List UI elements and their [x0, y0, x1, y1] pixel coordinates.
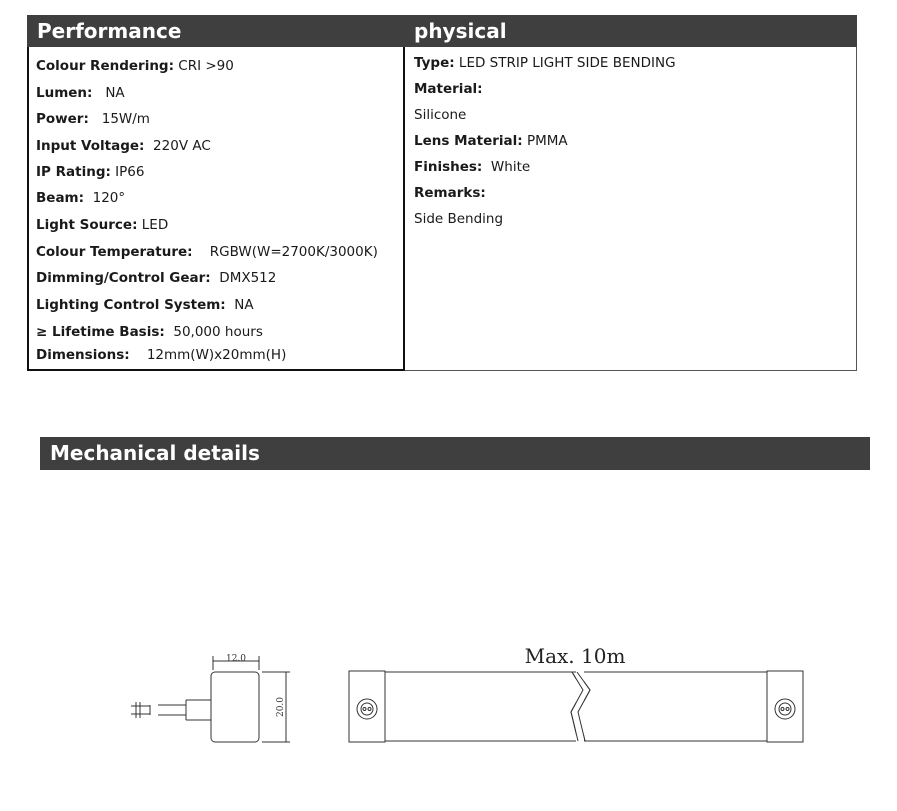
physical-value: Side Bending: [414, 211, 504, 227]
performance-label: IP Rating:: [36, 164, 111, 180]
performance-value: 220V AC: [144, 138, 211, 154]
physical-label: Finishes:: [414, 159, 483, 175]
physical-label: Remarks:: [414, 185, 486, 201]
performance-value: 50,000 hours: [164, 324, 263, 340]
performance-label: Beam:: [36, 190, 85, 206]
cross-section-drawing: [131, 656, 290, 742]
width-dimension-label: 12.0: [225, 654, 247, 664]
max-length-label: Max. 10m: [524, 644, 626, 668]
performance-value: NA: [225, 297, 254, 313]
performance-label: Power:: [36, 111, 89, 127]
physical-label: Material:: [414, 81, 483, 97]
performance-label: Input Voltage:: [36, 138, 145, 154]
performance-label: Light Source:: [36, 217, 138, 233]
performance-value: LED: [137, 217, 169, 233]
height-dimension-label: 20.0: [276, 696, 286, 718]
performance-value: DMX512: [210, 270, 277, 286]
physical-value: White: [482, 159, 531, 175]
mechanical-details-header: Mechanical details: [40, 437, 870, 470]
physical-label: Type:: [414, 55, 455, 71]
performance-value: CRI >90: [174, 58, 234, 74]
performance-value: 120°: [84, 190, 126, 206]
performance-value: IP66: [110, 164, 145, 180]
performance-label: ≥ Lifetime Basis:: [36, 324, 165, 340]
performance-label: Lumen:: [36, 85, 93, 101]
performance-label: Colour Rendering:: [36, 58, 174, 74]
performance-label: Colour Temperature:: [36, 244, 193, 260]
performance-value: NA: [92, 85, 125, 101]
physical-header: physical: [405, 15, 857, 47]
performance-value: 12mm(W)x20mm(H): [129, 347, 287, 363]
physical-value: Silicone: [414, 107, 467, 123]
performance-header: Performance: [27, 15, 405, 47]
performance-value: RGBW(W=2700K/3000K): [192, 244, 378, 260]
performance-label: Dimensions:: [36, 347, 130, 363]
physical-value: PMMA: [522, 133, 568, 149]
physical-label: Lens Material:: [414, 133, 523, 149]
physical-value: LED STRIP LIGHT SIDE BENDING: [454, 55, 676, 71]
performance-label: Lighting Control System:: [36, 297, 226, 313]
performance-label: Dimming/Control Gear:: [36, 270, 211, 286]
performance-value: 15W/m: [88, 111, 150, 127]
